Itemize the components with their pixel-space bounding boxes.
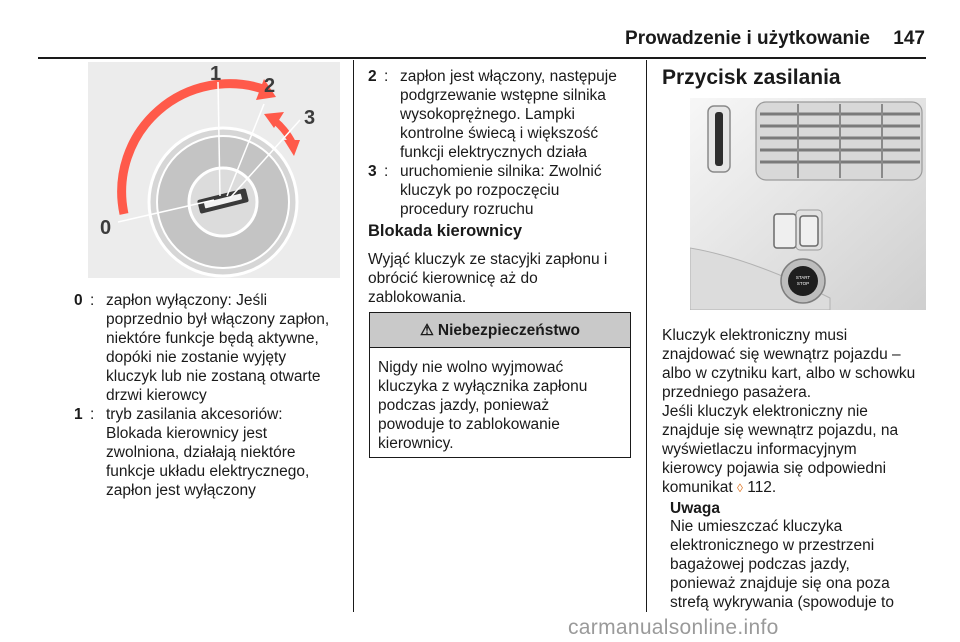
note-line: bagażowej podczas jazdy, xyxy=(670,556,850,573)
dash-switch-right xyxy=(800,216,818,246)
definition-line: procedury rozruchu xyxy=(400,201,534,218)
power-button-photo xyxy=(690,98,926,310)
definition-line: kluczyk lub nie zostaną otwarte xyxy=(106,368,321,385)
column-divider-right xyxy=(646,60,647,612)
definition-number: 1 xyxy=(74,406,83,423)
definition-line: funkcje układu elektrycznego, xyxy=(106,463,310,480)
definition-colon: : xyxy=(384,163,389,180)
dash-switch-left xyxy=(774,214,796,248)
paragraph-line-with-reference xyxy=(662,478,942,498)
position-label-2: 2 xyxy=(264,75,276,97)
power-button-heading: Przycisk zasilania xyxy=(662,66,841,89)
note-line: elektronicznego w przestrzeni xyxy=(670,537,875,554)
danger-warning-header xyxy=(370,313,630,348)
paragraph-line: przedniego pasażera. xyxy=(662,384,812,401)
warning-line: kluczyka z wyłącznika zapłonu xyxy=(378,378,588,395)
steering-lock-heading: Blokada kierownicy xyxy=(368,222,523,240)
paragraph-line: komunikat xyxy=(662,479,733,496)
page-reference-link[interactable]: 112. xyxy=(747,479,777,496)
dashboard-svg xyxy=(690,98,926,310)
position-label-1: 1 xyxy=(210,63,222,85)
page-header-title: Prowadzenie i użytkowanie xyxy=(625,28,870,49)
definition-item-3 xyxy=(368,162,642,222)
start-stop-label-start: START xyxy=(795,275,811,280)
note-text xyxy=(670,517,942,612)
definition-colon: : xyxy=(90,292,95,309)
definition-text xyxy=(400,162,602,219)
paragraph-line: znajduje się wewnątrz pojazdu, na xyxy=(662,422,899,439)
column-divider-left xyxy=(353,60,354,612)
danger-warning-text xyxy=(378,358,626,453)
paragraph-line: kierowcy pojawia się odpowiedni xyxy=(662,460,887,477)
power-button-paragraph-1 xyxy=(662,326,942,402)
definition-text xyxy=(400,67,617,162)
definition-number: 3 xyxy=(368,163,377,180)
page-reference-arrow-icon: ◊ xyxy=(736,481,743,495)
definition-line: Blokada kierownicy jest xyxy=(106,425,268,442)
definition-line: dopóki nie zostanie wyjęty xyxy=(106,349,287,366)
definition-line: niektóre funkcje będą aktywne, xyxy=(106,330,319,347)
definition-line: uruchomienie silnika: Zwolnić xyxy=(400,163,602,180)
definition-line: funkcji elektrycznych działa xyxy=(400,144,587,161)
note-line: strefą wykrywania (spowoduje to xyxy=(670,594,894,611)
steering-lock-line: zablokowania. xyxy=(368,289,467,306)
paragraph-line: wyświetlaczu informacyjnym xyxy=(662,441,857,458)
definition-line: wysokoprężnego. Lampki xyxy=(400,106,575,123)
definition-line: kluczyk po rozpoczęciu xyxy=(400,182,560,199)
warning-line: Nigdy nie wolno wyjmować xyxy=(378,359,564,376)
ignition-switch-illustration xyxy=(88,62,340,278)
definition-text xyxy=(106,291,329,405)
danger-warning-title: Niebezpieczeństwo xyxy=(437,322,581,339)
steering-lock-line: obrócić kierownicę aż do xyxy=(368,270,538,287)
definition-item-1 xyxy=(74,405,350,505)
definition-line: zapłon jest włączony, następuje xyxy=(400,68,617,85)
definition-item-0 xyxy=(74,291,350,411)
definition-line: zapłon jest wyłączony xyxy=(106,482,256,499)
position-label-3: 3 xyxy=(304,107,316,129)
steering-lock-text xyxy=(368,250,642,307)
definition-line: zwolniona, działają niektóre xyxy=(106,444,296,461)
position-label-0: 0 xyxy=(100,217,112,239)
warning-line: kierownicy. xyxy=(378,435,454,452)
danger-warning-box xyxy=(369,312,631,458)
paragraph-line: albo w czytniku kart, albo w schowku xyxy=(662,365,916,382)
side-vent-slot xyxy=(715,112,723,166)
definition-line: zapłon wyłączony: Jeśli xyxy=(106,292,268,309)
header-rule xyxy=(38,57,926,59)
start-stop-label-stop: STOP xyxy=(796,281,810,286)
definition-text xyxy=(106,405,309,500)
definition-line: poprzednio był włączony zapłon, xyxy=(106,311,330,328)
definition-line: tryb zasilania akcesoriów: xyxy=(106,406,283,423)
paragraph-line: Jeśli kluczyk elektroniczny nie xyxy=(662,403,868,420)
air-vent-grille xyxy=(756,102,922,180)
note-heading: Uwaga xyxy=(670,500,720,517)
definition-item-2 xyxy=(368,67,642,167)
paragraph-line: znajdować się wewnątrz pojazdu – xyxy=(662,346,901,363)
paragraph-line: Kluczyk elektroniczny musi xyxy=(662,327,848,344)
note-line: Nie umieszczać kluczyka xyxy=(670,518,843,535)
definition-number: 2 xyxy=(368,68,377,85)
steering-lock-line: Wyjąć kluczyk ze stacyjki zapłonu i xyxy=(368,251,608,268)
watermark: carmanualsonline.info xyxy=(568,616,779,639)
definition-colon: : xyxy=(384,68,389,85)
definition-colon: : xyxy=(90,406,95,423)
note-line: ponieważ znajduje się ona poza xyxy=(670,575,890,592)
warning-line: powoduje to zablokowanie xyxy=(378,416,560,433)
definition-line: kontrolne świecą i większość xyxy=(400,125,599,142)
definition-number: 0 xyxy=(74,292,83,309)
definition-line: drzwi kierowcy xyxy=(106,387,207,404)
ignition-switch-svg xyxy=(88,62,340,278)
power-button-paragraph-2 xyxy=(662,402,942,498)
page-number: 147 xyxy=(893,28,925,49)
warning-triangle-icon: ⚠ xyxy=(419,322,434,339)
definition-line: podgrzewanie wstępne silnika xyxy=(400,87,606,104)
warning-line: podczas jazdy, ponieważ xyxy=(378,397,550,414)
